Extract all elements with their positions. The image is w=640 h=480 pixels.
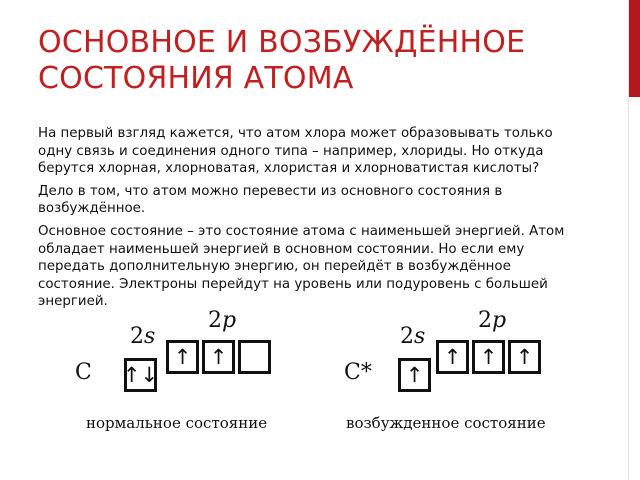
paragraph-2: Дело в том, что атом можно перевести из основного состояния в возбуждённое.: [38, 183, 503, 217]
ground-2p-orbital-1: ↑: [166, 340, 199, 374]
excited-2p-orbital-2: ↑: [472, 340, 505, 374]
accent-bar: [629, 0, 640, 97]
excited-2p-orbital-1: ↑: [436, 340, 469, 374]
orbital-diagram: [70, 306, 590, 440]
slide-body: [38, 125, 588, 308]
ground-2p-label: 2p: [208, 308, 237, 333]
excited-2s-label: 2s: [400, 324, 426, 349]
excited-2p-orbital-3: ↑: [508, 340, 541, 374]
ground-2s-orbital: ↑↓: [124, 358, 157, 392]
paragraph-3: Основное состояние – это состояние атома с наименьшей энергией. Атом обладает наименьшей энергией в основном состоянии. Но если ему передать дополнительную энергию, он перейдёт в возбуждённое состояние. Электроны перейдут на уровень или подуровень с большей энергией.: [38, 223, 565, 308]
ground-element-symbol: C: [75, 360, 92, 385]
paragraph-1: На первый взгляд кажется, что атом хлора может образовывать только одну связь и соединения одного типа – например, хлориды. Но откуда берутся хлорная, хлорноватая, хлористая и хлорноватистая кислоты?: [38, 126, 553, 177]
ground-2p-orbital-3: [238, 340, 271, 374]
ground-2p-orbital-2: ↑: [202, 340, 235, 374]
ground-2s-label: 2s: [130, 324, 156, 349]
slide-title: ОСНОВНОЕ И ВОЗБУЖДЁННОЕ СОСТОЯНИЯ АТОМА: [38, 25, 526, 96]
excited-2p-label: 2p: [478, 308, 507, 333]
ground-state-caption: нормальное состояние: [86, 414, 268, 432]
excited-state-caption: возбужденное состояние: [346, 414, 546, 432]
excited-element-symbol: C*: [344, 360, 372, 385]
excited-2s-orbital: ↑: [398, 358, 431, 392]
